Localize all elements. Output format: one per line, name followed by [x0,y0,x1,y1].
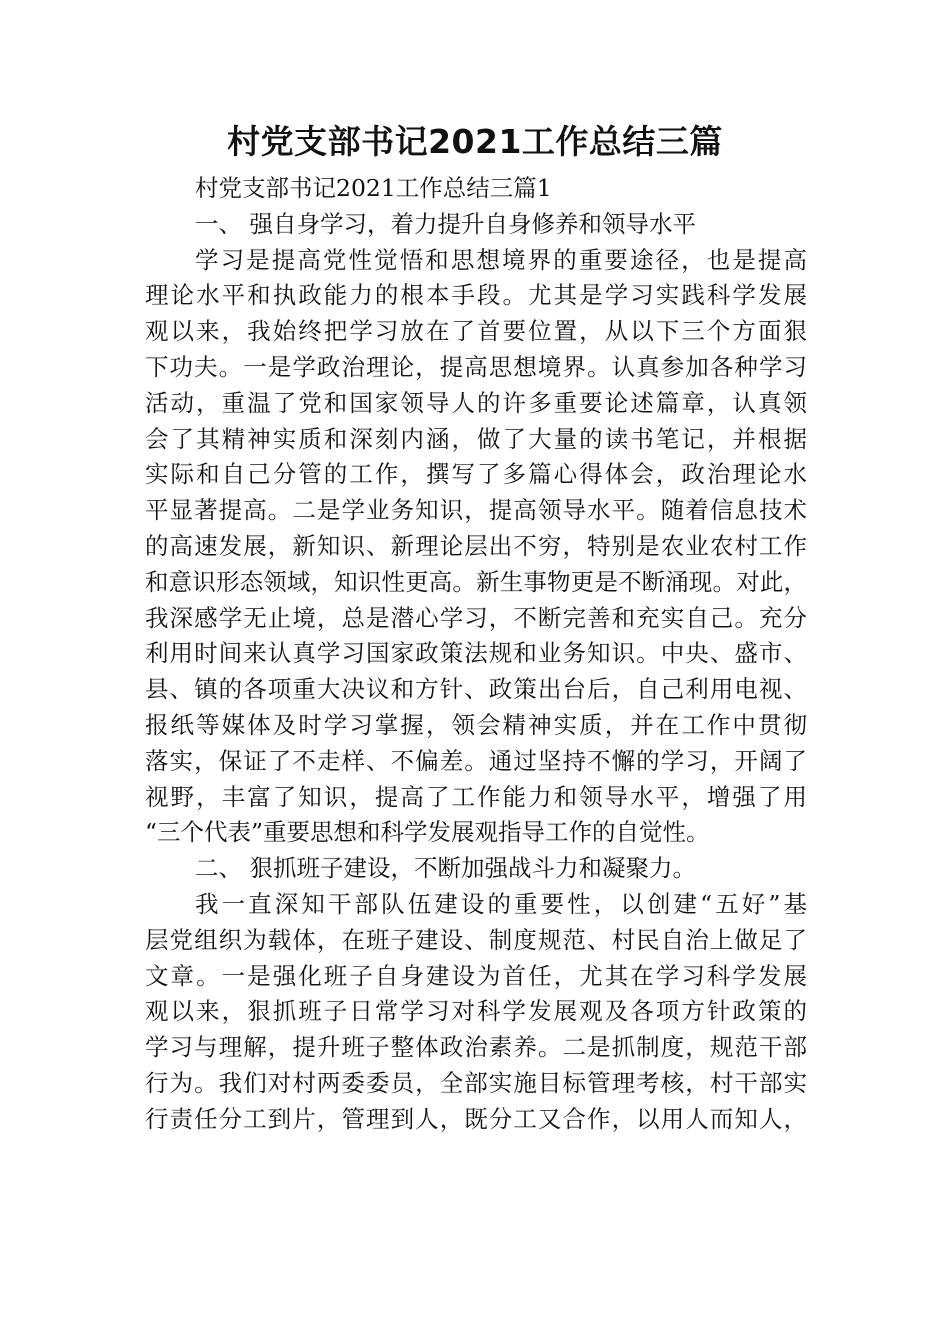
body-line: 学习与理解，提升班子整体政治素养。二是抓制度，规范干部 [145,1033,807,1062]
body-line: “三个代表”重要思想和科学发展观指导工作的自觉性。 [145,818,710,847]
body-line: 报纸等媒体及时学习掌握，领会精神实质，并在工作中贯彻 [145,710,807,739]
body-line: 一、 强自身学习，着力提升自身修养和领导水平 [195,209,696,238]
body-line: 村党支部书记2021工作总结三篇1 [195,174,552,202]
body-line: 落实，保证了不走样、不偏差。通过坚持不懈的学习，开阔了 [145,746,807,775]
body-line: 行为。我们对村两委委员，全部实施目标管理考核，村干部实 [145,1068,807,1097]
body-line: 二、 狠抓班子建设，不断加强战斗力和凝聚力。 [195,854,696,883]
body-line: 视野，丰富了知识，提高了工作能力和领导水平，增强了用 [145,782,807,811]
body-line: 学习是提高党性觉悟和思想境界的重要途径，也是提高 [195,245,807,274]
body-line: 我深感学无止境，总是潜心学习，不断完善和充实自己。充分 [145,603,807,632]
body-line: 理论水平和执政能力的根本手段。尤其是学习实践科学发展 [145,281,807,310]
body-line: 行责任分工到片，管理到人，既分工又合作，以用人而知人， [145,1104,807,1133]
body-line: 实际和自己分管的工作，撰写了多篇心得体会，政治理论水 [145,460,807,489]
body-line: 文章。一是强化班子自身建设为首任，尤其在学习科学发展 [145,961,807,990]
body-line: 观以来，狠抓班子日常学习对科学发展观及各项方针政策的 [145,997,807,1026]
body-line: 活动，重温了党和国家领导人的许多重要论述篇章，认真领 [145,388,807,417]
body-line: 观以来，我始终把学习放在了首要位置，从以下三个方面狠 [145,317,807,346]
body-line: 利用时间来认真学习国家政策法规和业务知识。中央、盛市、 [145,639,807,668]
body-line: 我一直深知干部队伍建设的重要性，以创建“五好”基 [195,889,807,918]
body-line: 和意识形态领域，知识性更高。新生事物更是不断涌现。对此， [145,567,807,596]
document-title: 村党支部书记2021工作总结三篇 [227,122,723,161]
body-line: 会了其精神实质和深刻内涵，做了大量的读书笔记，并根据 [145,424,807,453]
body-line: 县、镇的各项重大决议和方针、政策出台后，自己利用电视、 [145,675,807,704]
body-line: 层党组织为载体，在班子建设、制度规范、村民自治上做足了 [145,925,807,954]
document-body [145,171,807,1138]
body-line: 的高速发展，新知识、新理论层出不穷，特别是农业农村工作 [145,531,807,560]
body-line: 平显著提高。二是学业务知识，提高领导水平。随着信息技术 [145,496,807,525]
body-line: 下功夫。一是学政治理论，提高思想境界。认真参加各种学习 [145,352,807,381]
